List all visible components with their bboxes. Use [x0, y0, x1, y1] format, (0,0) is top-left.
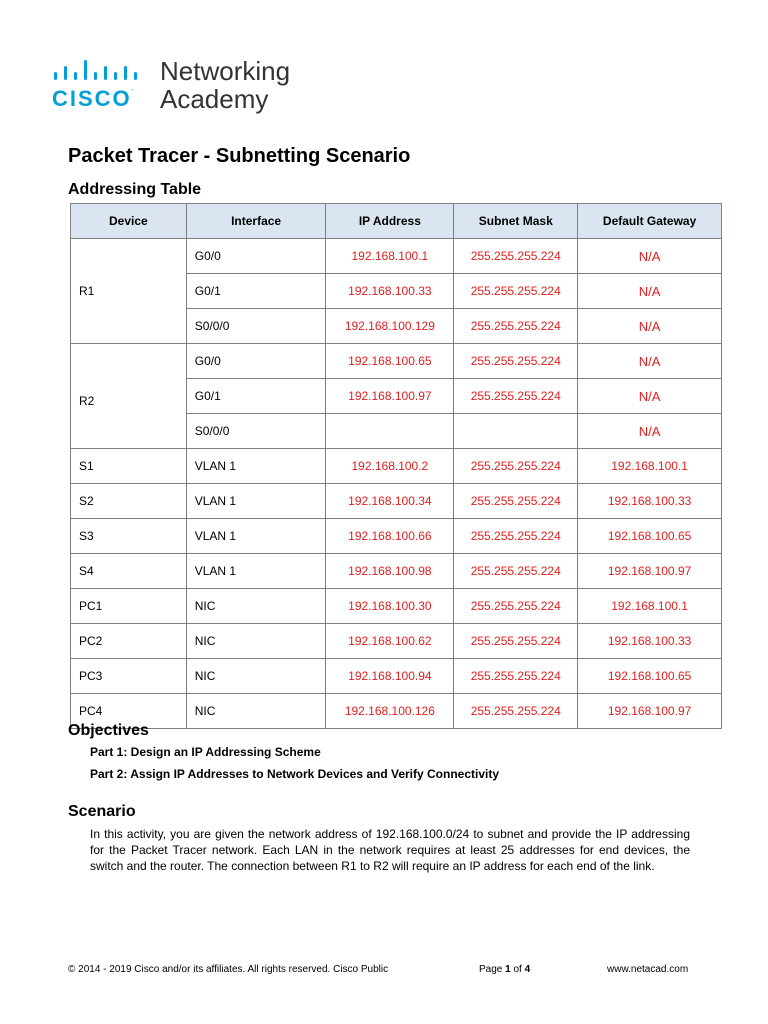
interface-cell: G0/1	[186, 379, 326, 414]
gateway-cell: 192.168.100.97	[578, 554, 722, 589]
device-cell: R1	[71, 239, 187, 344]
mask-cell: 255.255.255.224	[454, 344, 578, 379]
scenario-heading: Scenario	[68, 803, 136, 820]
gateway-cell: N/A	[578, 344, 722, 379]
interface-cell: NIC	[186, 624, 326, 659]
table-row	[71, 694, 722, 729]
table-row	[71, 554, 722, 589]
header-interface: Interface	[186, 204, 326, 239]
ip-cell: 192.168.100.62	[326, 624, 454, 659]
header-ip-address: IP Address	[326, 204, 454, 239]
mask-cell: 255.255.255.224	[454, 379, 578, 414]
footer-netacad-link[interactable]: www.netacad.com	[607, 964, 689, 975]
interface-cell: VLAN 1	[186, 484, 326, 519]
gateway-cell: N/A	[578, 274, 722, 309]
gateway-cell: 192.168.100.33	[578, 484, 722, 519]
ip-cell: 192.168.100.1	[326, 239, 454, 274]
mask-cell: 255.255.255.224	[454, 659, 578, 694]
table-row	[71, 659, 722, 694]
page-of: of	[513, 964, 522, 975]
device-cell: PC4	[71, 694, 187, 729]
scenario-paragraph: In this activity, you are given the network address of 192.168.100.0/24 to subnet and provide the IP addressing for the Packet Tracer network. Each LAN in the network requires at least 25 addresses for end devices, the switch and the router. The connection between R1 to R2 will require an IP address for each end of the link.	[90, 827, 690, 873]
page-total: 4	[524, 964, 531, 975]
gateway-cell: 192.168.100.1	[578, 589, 722, 624]
device-cell: S2	[71, 484, 187, 519]
page-title: Packet Tracer - Subnetting Scenario	[68, 145, 411, 167]
ip-cell: 192.168.100.126	[326, 694, 454, 729]
page-current: 1	[505, 964, 511, 975]
ip-cell	[326, 414, 454, 449]
table-row	[71, 344, 722, 379]
ip-cell: 192.168.100.97	[326, 379, 454, 414]
interface-cell: NIC	[186, 659, 326, 694]
gateway-cell: N/A	[578, 414, 722, 449]
interface-cell: VLAN 1	[186, 554, 326, 589]
gateway-cell: 192.168.100.33	[578, 624, 722, 659]
mask-cell: 255.255.255.224	[454, 589, 578, 624]
device-cell: R2	[71, 344, 187, 449]
header-subnet-mask: Subnet Mask	[454, 204, 578, 239]
ip-cell: 192.168.100.129	[326, 309, 454, 344]
mask-cell: 255.255.255.224	[454, 239, 578, 274]
objective-part-2: Part 2: Assign IP Addresses to Network Devices and Verify Connectivity	[90, 767, 500, 781]
mask-cell: 255.255.255.224	[454, 519, 578, 554]
table-row	[71, 624, 722, 659]
logo-line-academy: Academy	[160, 84, 269, 114]
header-default-gateway: Default Gateway	[578, 204, 722, 239]
table-row	[71, 484, 722, 519]
page-label: Page	[479, 964, 503, 975]
gateway-cell: N/A	[578, 239, 722, 274]
interface-cell: G0/0	[186, 239, 326, 274]
addressing-table	[70, 203, 722, 729]
objectives-heading: Objectives	[68, 722, 149, 739]
device-cell: S3	[71, 519, 187, 554]
table-header-row	[71, 204, 722, 239]
interface-cell: S0/0/0	[186, 414, 326, 449]
ip-cell: 192.168.100.2	[326, 449, 454, 484]
table-row	[71, 449, 722, 484]
ip-cell: 192.168.100.98	[326, 554, 454, 589]
interface-cell: VLAN 1	[186, 449, 326, 484]
ip-cell: 192.168.100.65	[326, 344, 454, 379]
interface-cell: NIC	[186, 589, 326, 624]
mask-cell: 255.255.255.224	[454, 274, 578, 309]
cisco-networking-academy-logo	[52, 56, 312, 116]
device-cell: PC2	[71, 624, 187, 659]
gateway-cell: 192.168.100.65	[578, 519, 722, 554]
ip-cell: 192.168.100.94	[326, 659, 454, 694]
interface-cell: NIC	[186, 694, 326, 729]
mask-cell: 255.255.255.224	[454, 309, 578, 344]
gateway-cell: N/A	[578, 379, 722, 414]
cisco-bridge-icon	[52, 60, 152, 82]
ip-cell: 192.168.100.34	[326, 484, 454, 519]
header-device: Device	[71, 204, 187, 239]
mask-cell: 255.255.255.224	[454, 554, 578, 589]
interface-cell: G0/0	[186, 344, 326, 379]
table-row	[71, 239, 722, 274]
ip-cell: 192.168.100.33	[326, 274, 454, 309]
gateway-cell: N/A	[578, 309, 722, 344]
addressing-table-heading: Addressing Table	[68, 181, 202, 198]
mask-cell: 255.255.255.224	[454, 624, 578, 659]
interface-cell: VLAN 1	[186, 519, 326, 554]
mask-cell: 255.255.255.224	[454, 694, 578, 729]
logo-line-networking: Networking	[160, 56, 291, 86]
mask-cell: 255.255.255.224	[454, 449, 578, 484]
mask-cell	[454, 414, 578, 449]
gateway-cell: 192.168.100.65	[578, 659, 722, 694]
device-cell: PC3	[71, 659, 187, 694]
footer-copyright: © 2014 - 2019 Cisco and/or its affiliates. All rights reserved. Cisco Public	[68, 964, 389, 975]
gateway-cell: 192.168.100.97	[578, 694, 722, 729]
table-row	[71, 589, 722, 624]
device-cell: PC1	[71, 589, 187, 624]
mask-cell: 255.255.255.224	[454, 484, 578, 519]
device-cell: S4	[71, 554, 187, 589]
table-row	[71, 519, 722, 554]
footer-page-number	[479, 964, 530, 975]
gateway-cell: 192.168.100.1	[578, 449, 722, 484]
device-cell: S1	[71, 449, 187, 484]
objective-part-1: Part 1: Design an IP Addressing Scheme	[90, 745, 321, 759]
ip-cell: 192.168.100.30	[326, 589, 454, 624]
interface-cell: S0/0/0	[186, 309, 326, 344]
interface-cell: G0/1	[186, 274, 326, 309]
ip-cell: 192.168.100.66	[326, 519, 454, 554]
cisco-wordmark: CISCO.	[52, 86, 136, 111]
